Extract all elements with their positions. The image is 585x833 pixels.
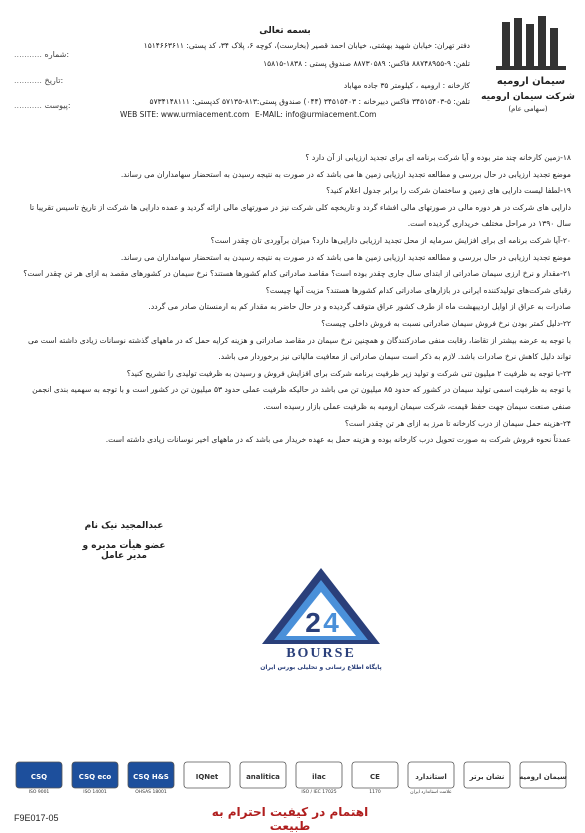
cert-badge-icon [238, 760, 288, 790]
answer-18: موضع تجدید ارزیابی در حال بررسی و مطالعه تجدید ارزیابی زمین ها می باشد که در صورت به نتیجه رسیدن به استحضار سهامداران می رساند. [120, 169, 571, 179]
cert-logo-5 [294, 760, 344, 795]
date-label: تاریخ: [44, 76, 64, 85]
cert-badge-icon [126, 760, 176, 790]
cert-label: سیمان ارومیه [519, 773, 567, 781]
answer-19: دارایی های شرکت در هر دوره مالی در صورتهای مالی افشاء گردد و تاریخچه کلی شرکت نیز در صورتهای مالی ارائه گردید و عمده دارایی ها شرکت از تاریخ تاسیس تقریبا تا سال ۱۳۹۰ در مراحل مختلف خریداری گردیده است. [29, 202, 571, 229]
company-type: (سهامی عام) [508, 105, 548, 113]
signatory-name: عبدالمجید نیک نام [84, 521, 164, 531]
cert-caption: OHSAS 18001 [135, 790, 167, 795]
cert-logo-2 [126, 760, 176, 795]
cert-label: CSQ H&S [133, 773, 169, 781]
urmia-cement-logo-icon [492, 14, 570, 90]
cert-logo-6 [350, 760, 400, 795]
factory-contact: تلفن: ۵-۳۴۵۱۵۴۰۳ فاکس دبیرخانه : ۳۴۵۱۵۴۰۳ (۰۴۴) صندوق پستی:۸۱۳-۵۷۱۳۵ کدپستی: ۵۷۳۴۱۴۸۱۱۱ [149, 97, 470, 106]
cert-caption: علامت استاندارد ایران [410, 790, 452, 795]
svg-text:4: 4 [323, 607, 339, 638]
bourse-wordmark: BOURSE [286, 646, 356, 661]
company-name: شرکت سیمان ارومیه [481, 92, 575, 102]
company-slogan: اهتمام در کیفیت احترام به طبیعت [211, 805, 369, 833]
cert-badge-icon [406, 760, 456, 790]
bourse-logo [258, 566, 384, 646]
svg-text:2: 2 [305, 607, 321, 638]
letter-body [16, 150, 571, 449]
cert-label: CSQ [30, 773, 48, 781]
question-23: ۲۳-با توجه به ظرفیت ۲ میلیون تنی شرکت و تولید زیر ظرفیت برنامه شرکت برای افزایش فروش و رسیدن به ظرفیت تولیدی را تشریح کنید؟ [126, 368, 571, 378]
cert-caption: ISO / IEC 17025 [301, 790, 337, 795]
signatory-title: عضو هیأت مدیره و مدیر عامل [82, 541, 166, 561]
bourse-subtitle: پایگاه اطلاع رسانی و تحلیلی بورس ایران [260, 664, 382, 671]
cert-badge-icon [350, 760, 400, 790]
cert-caption: 1170 [369, 790, 381, 795]
office-contact: تلفن: ۹-۸۸۷۴۸۹۵۵ فاکس: ۸۸۷۳۰۵۸۹ صندوق پستی : ۱۸۳۸-۱۵۸۱۵ [263, 59, 470, 68]
date-dots: ........... [14, 76, 42, 85]
letter-attachment-field [14, 101, 114, 110]
cert-label: ilac [312, 773, 326, 781]
number-dots: ........... [14, 50, 42, 59]
letter-date-field [14, 76, 114, 85]
cert-caption: ISO 9001 [28, 790, 50, 795]
cert-logo-1 [70, 760, 120, 795]
cert-badge-icon [14, 760, 64, 790]
question-22: ۲۲-دلیل کمتر بودن نرخ فروش سیمان صادراتی نسبت به فروش داخلی چیست؟ [321, 318, 571, 328]
cert-logo-9 [518, 760, 568, 790]
cert-logo-3 [182, 760, 232, 790]
cert-label: CE [370, 773, 380, 781]
attachment-dots: ........... [14, 101, 42, 110]
certification-logos [14, 760, 574, 794]
company-logo [492, 14, 570, 90]
cert-badge-icon [182, 760, 232, 790]
answer-22: با توجه به عرضه بیشتر از تقاضا، رقابت منفی صادرکنندگان و همچنین نرخ سیمان در مقاصد صادراتی و هزینه کرایه حمل که در ماههای گذشته نوسانات زیادی داشته است می تواند دلیل کاهش نرخ صادرات باشد. لازم به ذکر است سیمان صادراتی از معافیت مالیاتی نیز برخوردار می باشد. [27, 335, 571, 362]
cert-badge-icon [294, 760, 344, 790]
number-label: شماره: [44, 50, 70, 59]
cert-label: IQNet [195, 773, 219, 781]
answer-21: صادرات به عراق از اوایل اردیبهشت ماه از طرف کشور عراق متوقف گردیده و در حال حاضر به مقدار کم به ارمنستان صادر می گردد. [148, 302, 571, 312]
letter-number-field [14, 50, 114, 59]
document-code: F9E017-05 [14, 813, 59, 823]
cert-label: نشان برتر [469, 773, 505, 781]
cert-badge-icon [462, 760, 512, 790]
website-link[interactable]: WEB SITE: www.urmiacement.com [120, 110, 250, 119]
cert-logo-4 [238, 760, 288, 790]
logo-text: سیمان ارومیه [496, 76, 566, 87]
office-address: دفتر تهران: خیابان شهید بهشتی، خیابان احمد قصیر (بخارست)، کوچه ۶، پلاک ۳۴، کد پستی: ۱۵۱۴۶۶۳۶۱۱ [143, 41, 470, 50]
cert-label: analitica [246, 773, 280, 781]
factory-address: کارخانه : ارومیه ، کیلومتر ۳۵ جاده مهاباد [343, 81, 470, 90]
cert-logo-7 [406, 760, 456, 795]
cert-label: CSQ eco [78, 773, 112, 781]
question-18: ۱۸-زمین کارخانه چند متر بوده و آیا شرکت برنامه ای برای تجدید ارزیابی از آن دارد ؟ [305, 153, 571, 162]
cert-caption: ISO 14001 [83, 790, 107, 795]
answer-23: با توجه به ظرفیت اسمی تولید سیمان در کشور که حدود ۸۵ میلیون تن می باشد در حالیکه ظرفیت عملی حدود ۵۳ میلیون تن در کشور است و با توجه به سهمیه بندی انجمن صنفی صنعت سیمان جهت حفظ قیمت، شرکت سیمان ارومیه به ظرفیت عملی بازار رسیده است. [32, 385, 571, 411]
bismillah-heading: بسمه تعالی [259, 26, 311, 36]
bourse-triangle-icon [258, 566, 384, 646]
question-24: ۲۴-هزینه حمل سیمان از درب کارخانه تا مرز به ازای هر تن چقدر است؟ [344, 418, 571, 428]
email-link[interactable]: E-MAIL: info@urmiacement.Com [255, 110, 377, 119]
cert-logo-8 [462, 760, 512, 790]
answer-24: عمدتاً نحوه فروش شرکت به صورت تحویل درب کارخانه بوده و هزینه حمل به عهده خریدار می باشد که در ماههای اخیر نوسانات زیادی داشته است. [105, 435, 571, 445]
answer-20: موضع تجدید ارزیابی در حال بررسی و مطالعه تجدید ارزیابی زمین ها می باشد که در صورت به نتیجه رسیدن به استحضار سهامداران می رساند. [120, 252, 571, 262]
question-19: ۱۹-لطفا لیست دارایی های زمین و ساختمان شرکت را برابر جدول اعلام کنید؟ [326, 186, 571, 196]
attachment-label: پیوست: [44, 101, 71, 110]
cert-badge-icon [518, 760, 568, 790]
cert-badge-icon [70, 760, 120, 790]
cert-logo-0 [14, 760, 64, 795]
cert-label: استاندارد [415, 773, 447, 781]
question-21: ۲۱-مقدار و نرخ ارزی سیمان صادراتی از ابتدای سال جاری چقدر بوده است؟ مقاصد صادراتی کدام کشورها هستند؟ نرخ سیمان در کشورهای مقصد به ازای هر تن چقدر است؟ رقبای شرکت‌های تولیدکننده ایرانی در بازارهای صادراتی کدام کشورها هستند؟ مزیت آنها چیست؟ [23, 269, 571, 295]
question-20: ۲۰-آیا شرکت برنامه ای برای افزایش سرمایه از محل تجدید ارزیابی دارایی‌ها دارد؟ میزان برآوردی تان چقدر است؟ [210, 235, 571, 245]
